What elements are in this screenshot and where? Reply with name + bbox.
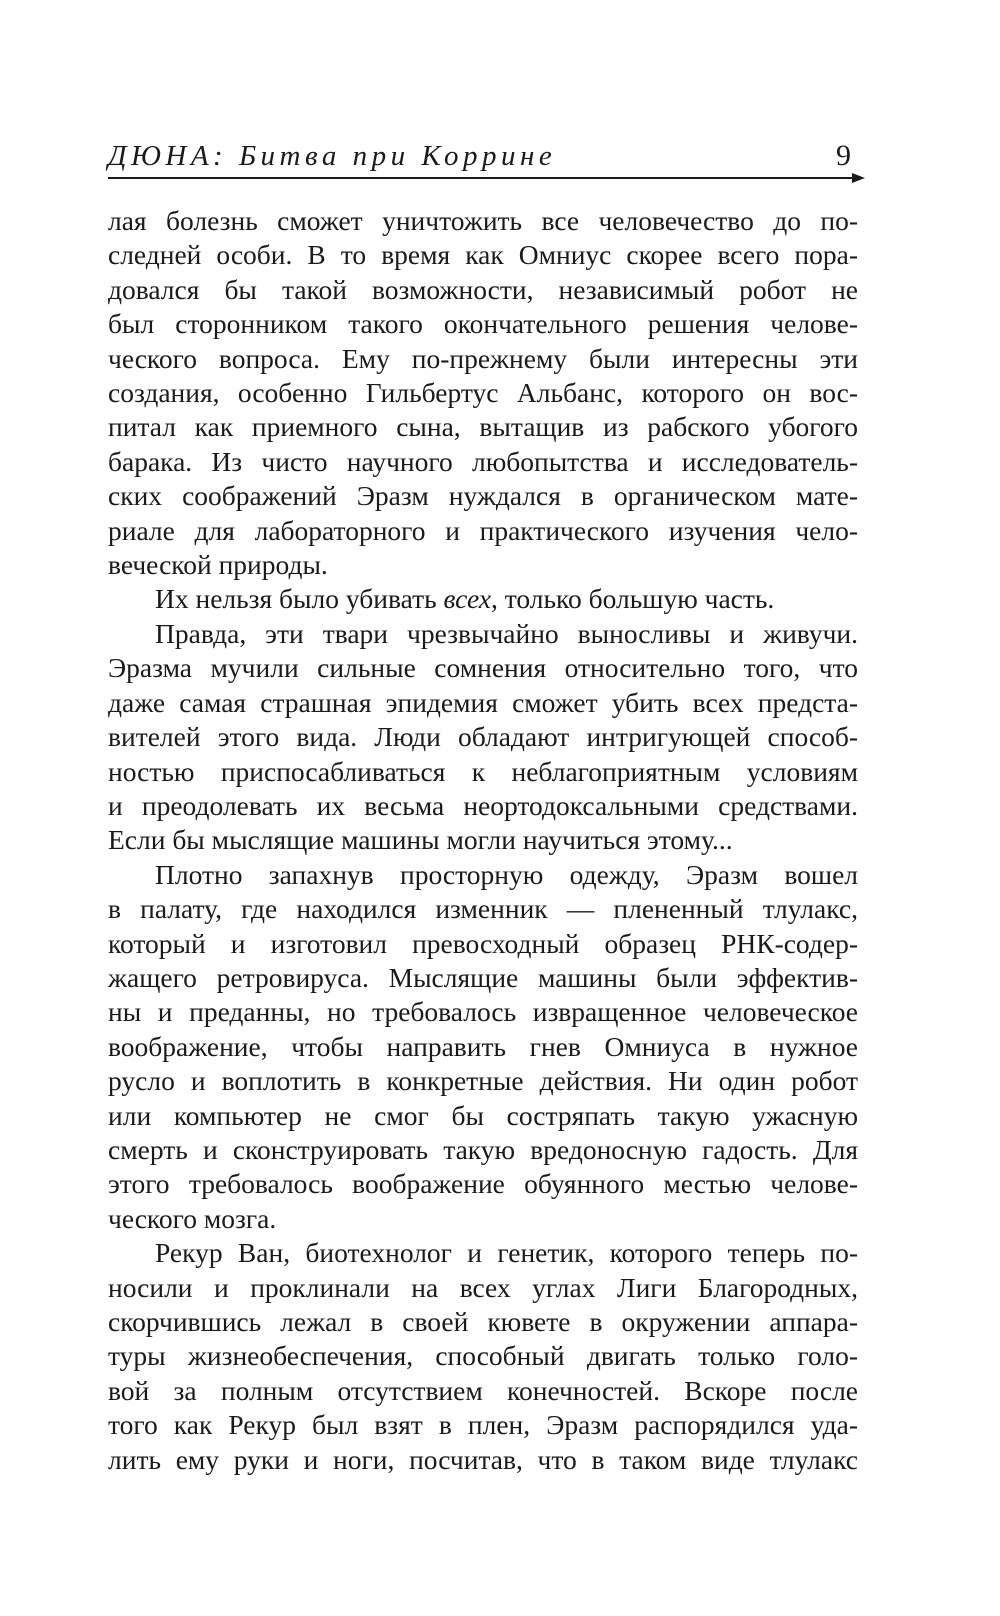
header-rule	[108, 177, 858, 179]
text-line: скорчившись лежал в своей кювете в окружении аппара-	[108, 1306, 858, 1337]
paragraph	[108, 204, 858, 582]
text-line: Если бы мыслящие машины могли научиться этому...	[108, 824, 733, 856]
text-line: смерть и сконструировать такую вредоносную гадость. Для	[108, 1133, 858, 1165]
running-title: ДЮНА: Битва при Коррине	[108, 140, 557, 172]
text-line: туры жизнеобеспечения, способный двигать только голо-	[108, 1340, 858, 1372]
text-line: даже самая страшная эпидемия сможет убить всех предста-	[108, 686, 858, 718]
text-line: в палату, где находился изменник — плененный тлулакс,	[108, 893, 858, 925]
text-line	[108, 582, 858, 616]
text-line: ских соображений Эразм нуждался в органическом мате-	[108, 480, 858, 512]
text-line: лить ему руки и ноги, посчитав, что в таком виде тлулакс	[108, 1443, 858, 1475]
text-line: следней особи. В то время как Омниус скорее всего пора-	[108, 239, 858, 271]
text-line: ческого вопроса. Ему по-прежнему были интересны эти	[108, 342, 858, 374]
text-line: питал как приемного сына, вытащив из рабского убогого	[108, 411, 858, 443]
text-line: ческого мозга.	[108, 1202, 277, 1234]
text-line: Плотно запахнув просторную одежду, Эразм вошел	[155, 858, 858, 890]
text-line: был сторонником такого окончательного решения челове-	[108, 308, 858, 340]
paragraph	[108, 858, 858, 1236]
text-line: Правда, эти твари чрезвычайно выносливы и живучи.	[155, 617, 858, 649]
text-line: который и изготовил превосходный образец РНК-содер-	[108, 927, 858, 959]
text-run: Их нельзя было убивать	[155, 583, 444, 615]
text-line: лая болезнь сможет уничтожить все человечество до по-	[108, 205, 858, 236]
text-line: довался бы такой возможности, независимый робот не	[108, 273, 858, 305]
text-line: вителей этого вида. Люди обладают интригующей способ-	[108, 721, 858, 753]
text-line: воображение, чтобы направить гнев Омниуса в нужное	[108, 1030, 858, 1062]
text-line: веческой природы.	[108, 549, 328, 581]
paragraph	[108, 1236, 858, 1477]
text-run: , только большую часть.	[491, 583, 775, 615]
text-line: вой за полным отсутствием конечностей. Вскоре после	[108, 1374, 858, 1406]
text-line: создания, особенно Гильбертус Альбанс, которого он вос-	[108, 377, 858, 409]
text-line: риале для лабораторного и практического изучения чело-	[108, 514, 858, 546]
text-line: русло и воплотить в конкретные действия. Ни один робот	[108, 1065, 858, 1097]
body-text	[108, 204, 858, 1477]
text-line: жащего ретровируса. Мыслящие машины были эффектив-	[108, 961, 858, 993]
running-head	[108, 138, 865, 178]
text-line: того как Рекур был взят в плен, Эразм распорядился уда-	[108, 1409, 858, 1441]
page-number: 9	[836, 139, 851, 172]
text-line: или компьютер не смог бы состряпать такую ужасную	[108, 1099, 858, 1131]
text-line: и преодолевать их весьма неортодоксальными средствами.	[108, 789, 858, 821]
text-line: Эразма мучили сильные сомнения относительно того, что	[108, 652, 858, 684]
text-line: носили и проклинали на всех углах Лиги Благородных,	[108, 1271, 858, 1303]
text-line: ны и преданны, но требовалось извращенное человеческое	[108, 996, 858, 1028]
text-line: ностью приспосабливаться к неблагоприятным условиям	[108, 755, 858, 787]
text-line: этого требовалось воображение обуянного местью челове-	[108, 1168, 858, 1200]
header-rule-arrow-icon	[852, 173, 865, 183]
text-line: Рекур Ван, биотехнолог и генетик, которого теперь по-	[155, 1237, 858, 1269]
text-line: барака. Из чисто научного любопытства и исследователь-	[108, 445, 858, 477]
emphasis-text: всех	[443, 583, 491, 615]
paragraph	[108, 582, 858, 616]
paragraph	[108, 617, 858, 858]
